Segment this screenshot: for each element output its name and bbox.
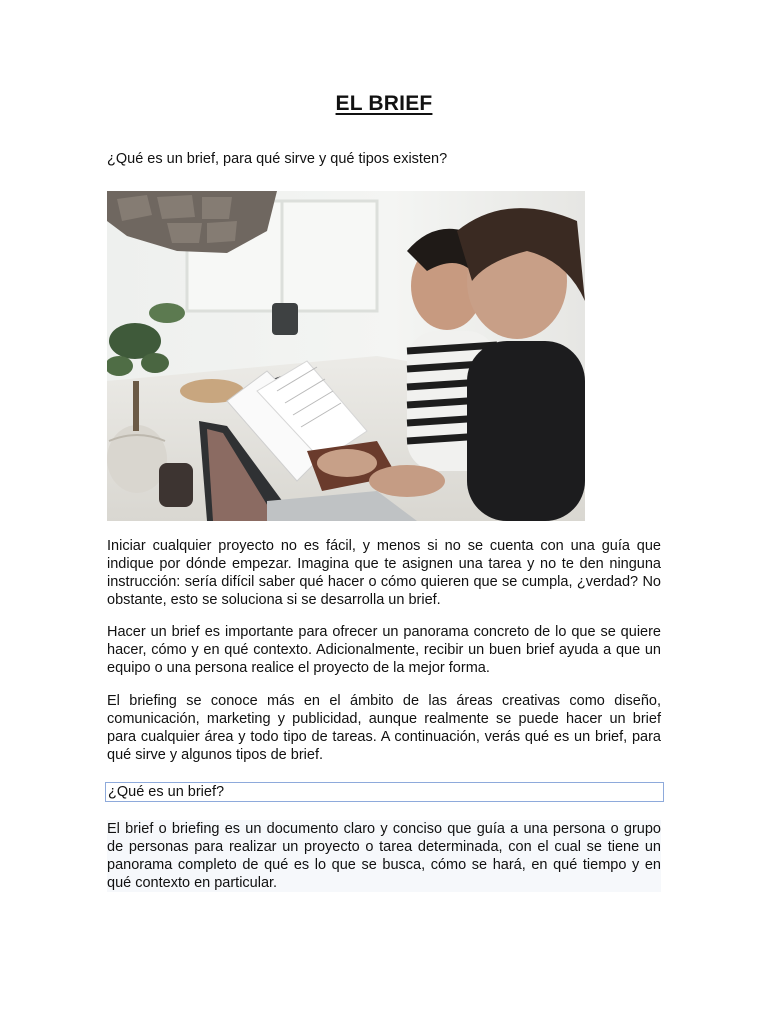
photo-two-women-reviewing-papers [107,191,585,521]
paragraph-brief-definition: El brief o briefing es un documento claro y conciso que guía a una persona o grupo de personas para realizar un proyecto o tarea determinada, con el cual se tiene un panorama completo de qué es lo que se busca, cómo se hará, en qué tiempo y en qué contexto en particular. [107,821,661,891]
paragraph-briefing-areas: El briefing se conoce más en el ámbito de las áreas creativas como diseño, comunicación, marketing y publicidad, aunque realmente se puede hacer un brief para cualquier área y todo tipo de tareas. A continuación, verás qué es un brief, para qué sirve y algunos tipos de brief. [107,693,661,763]
document-subtitle: ¿Qué es un brief, para qué sirve y qué tipos existen? [107,151,448,167]
document-title: EL BRIEF [335,92,433,115]
paragraph-importance: Hacer un brief es importante para ofrecer un panorama concreto de lo que se quiere hacer, cómo y en qué contexto. Adicionalmente, recibir un buen brief ayuda a que un equipo o una persona realice el proyecto de la mejor forma. [107,624,661,676]
paragraph-intro: Iniciar cualquier proyecto no es fácil, y menos si no se cuenta con una guía que indique por dónde empezar. Imagina que te asignen una tarea y no te den ninguna instrucción: sería difícil saber qué hacer o cómo quieren que se cumpla, ¿verdad? No obstante, esto se soluciona si se desarrolla un brief. [107,538,661,608]
section-heading-what-is-brief: ¿Qué es un brief? [105,782,664,802]
